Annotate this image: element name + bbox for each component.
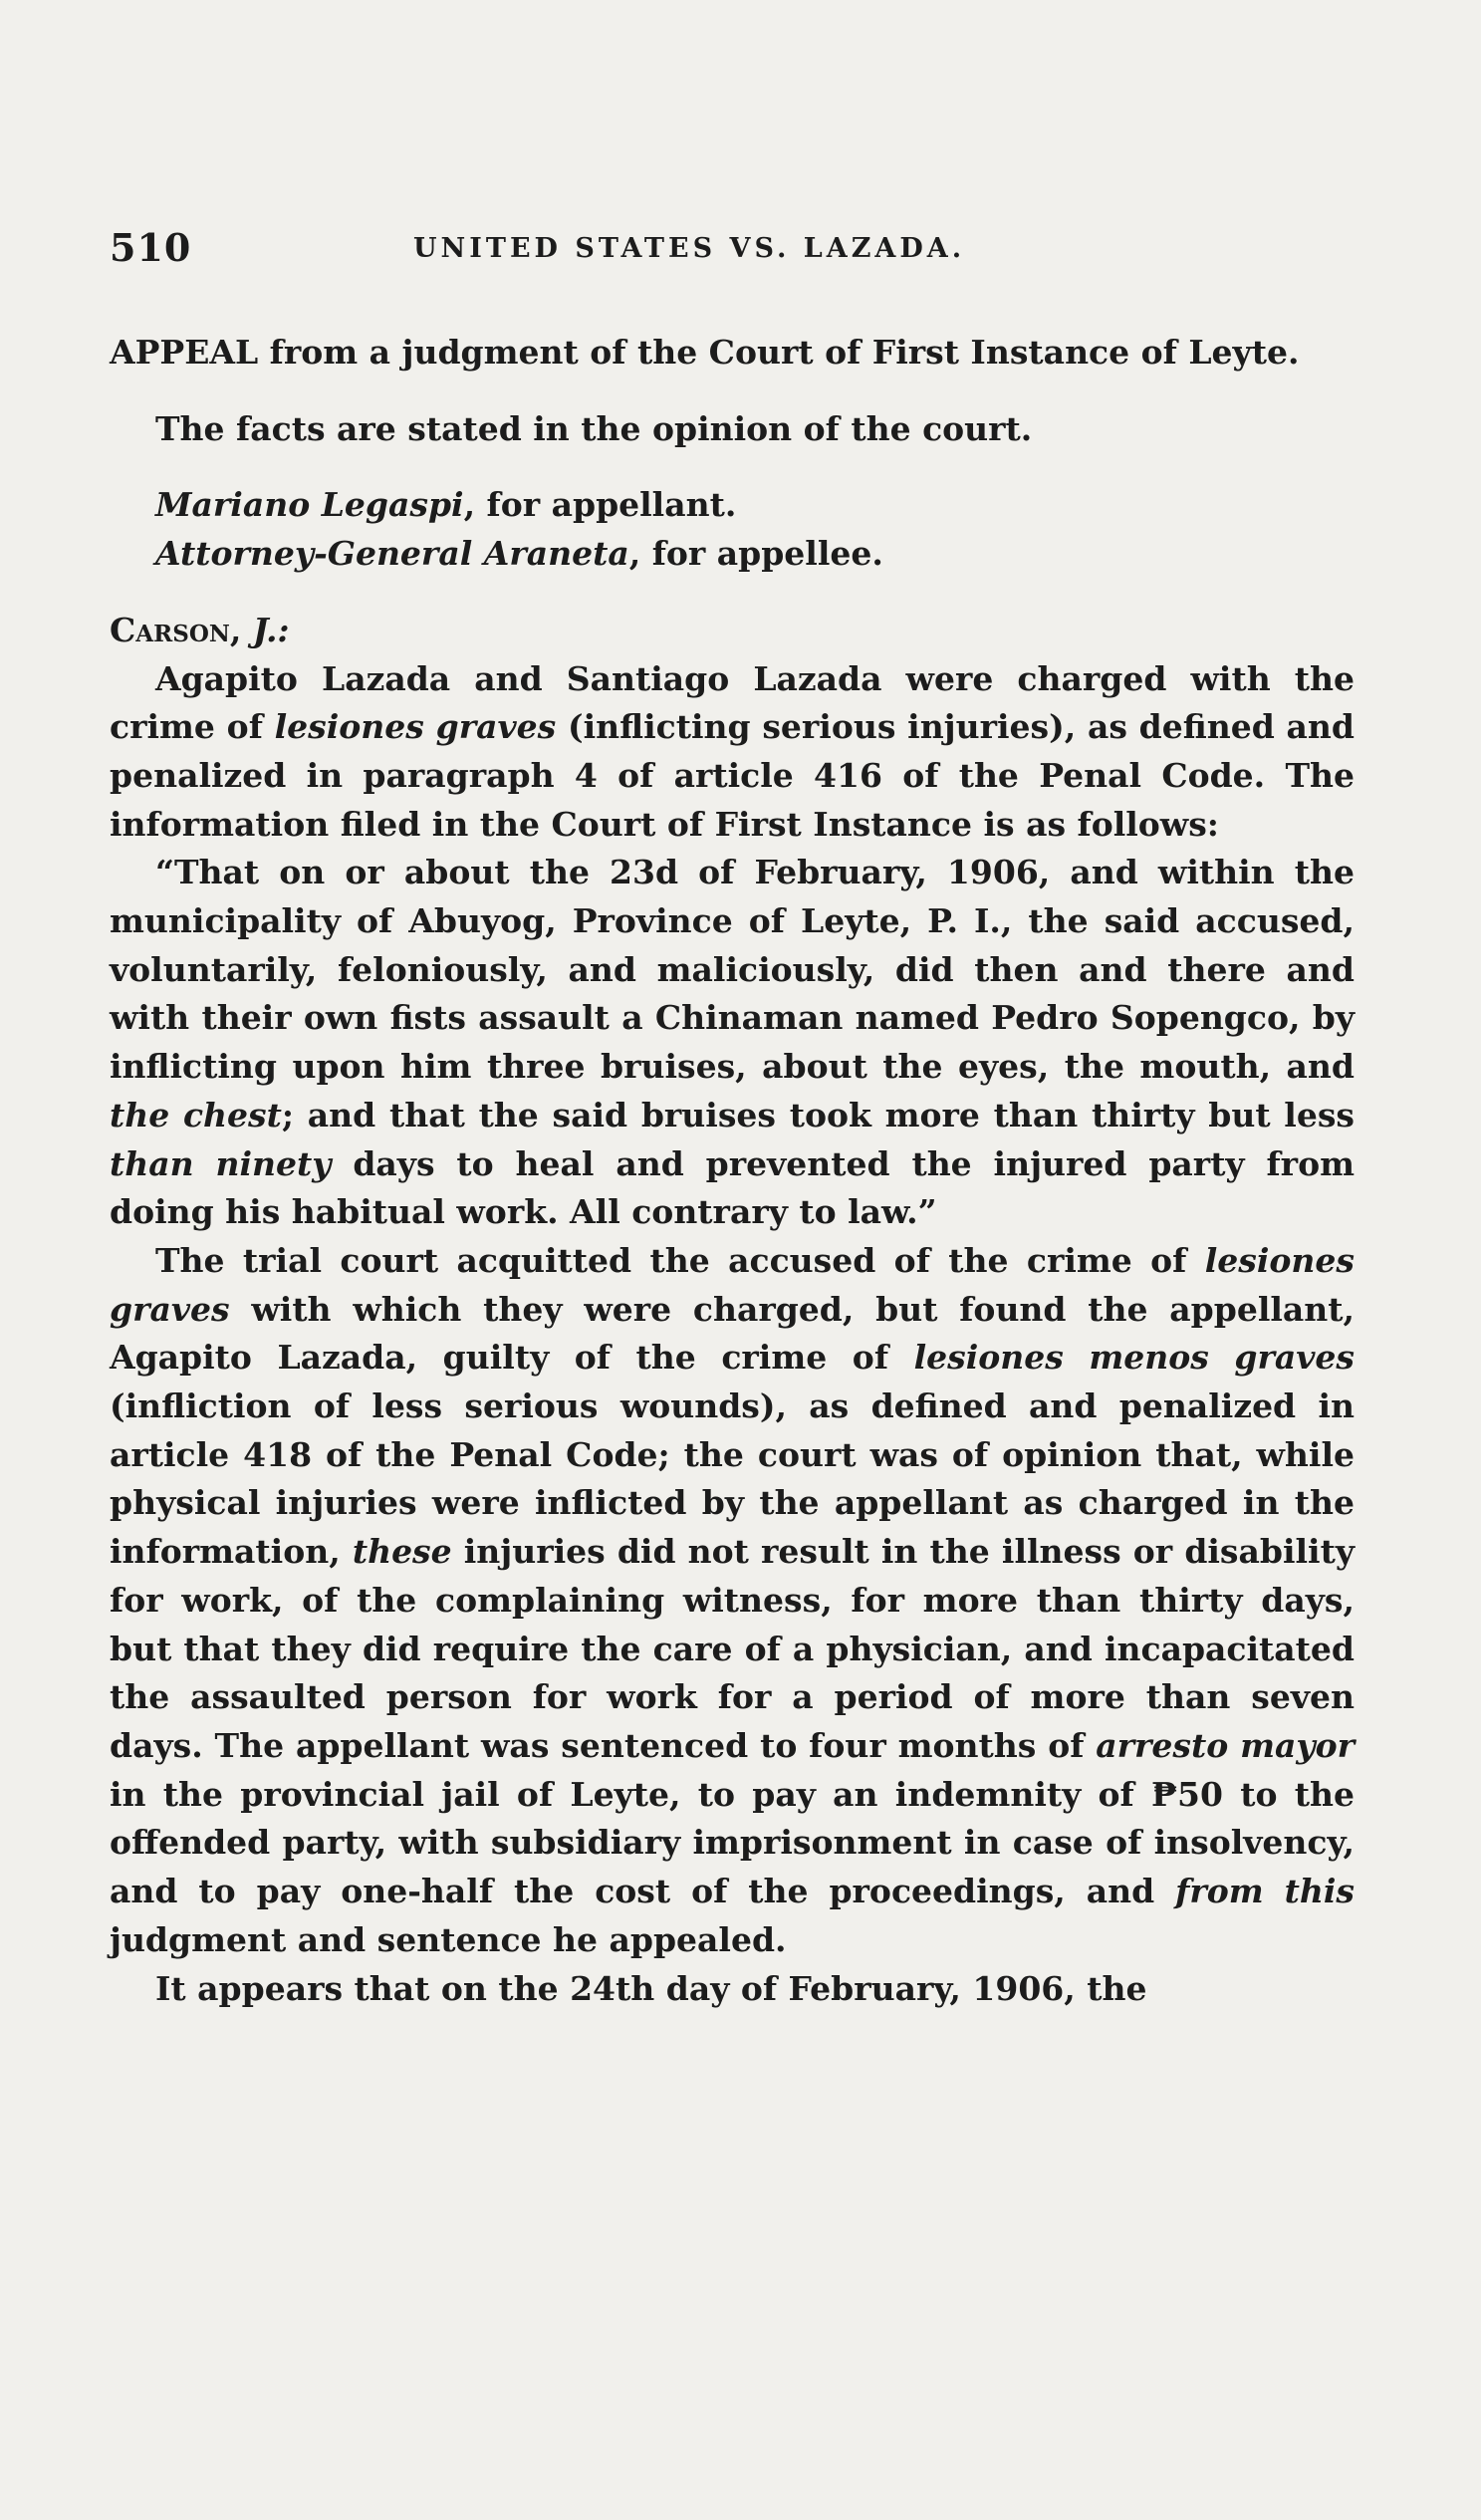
text-run: Agapito Lazada and Santiago Lazada were charged with the crime of: [110, 658, 1355, 747]
document-page: [110, 225, 1355, 2013]
text-run: judgment and sentence he appealed.: [110, 1919, 787, 1959]
text-run: (inflicting serious injuries), as defined and penalized in paragraph 4 of article 416 of the Penal Code. The information filed in the Court of First Instance is as follows:: [110, 707, 1355, 844]
appeal-statement: APPEAL from a judgment of the Court of First Instance of Leyte.: [110, 333, 1300, 372]
italic-term: these: [352, 1532, 452, 1572]
page-header: [110, 225, 1355, 285]
appellant-counsel-role: , for appellant.: [463, 485, 737, 525]
paragraph-trial-court: [110, 1237, 1355, 1965]
text-run: The trial court acquitted the accused of the crime of: [155, 1240, 1205, 1280]
appellant-counsel-name: Mariano Legaspi: [155, 485, 464, 525]
text-run: “That on or about the 23d of February, 1906, and within the municipality of Abuyog, Province of Leyte, P. I., the said accused, voluntarily, feloniously, and maliciously, did then and there and with their own fists assault a Chinaman named Pedro Sopengco, by inflicting upon him three bruises, about the eyes, the mouth, and: [110, 853, 1355, 1087]
paragraph-facts-begin: It appears that on the 24th day of February, 1906, the: [155, 1968, 1147, 2008]
appellee-counsel-name: Attorney-General Araneta: [155, 534, 629, 574]
opinion-author: Carson, J.:: [110, 610, 290, 649]
italic-term: than ninety: [110, 1143, 332, 1183]
appellee-counsel-role: , for appellee.: [628, 534, 883, 574]
text-run: days to heal and prevented the injured party from doing his habitual work. All contrary to law.”: [110, 1143, 1355, 1232]
paragraph-charge: [110, 655, 1355, 850]
facts-statement: The facts are stated in the opinion of the court.: [155, 408, 1033, 448]
italic-term: lesiones graves: [110, 1240, 1355, 1329]
author-name: Carson: [110, 610, 230, 649]
quoted-information: [110, 849, 1355, 1237]
text-run: ; and that the said bruises took more than thirty but less: [281, 1095, 1355, 1134]
text-run: in the provincial jail of Leyte, to pay an indemnity of ₱50 to the offended party, with subsidiary imprisonment in case of insolvency, and to pay one-half the cost of the proceedings, and: [110, 1774, 1355, 1911]
italic-term: lesiones menos graves: [913, 1338, 1355, 1378]
counsel-appellee: [110, 530, 1355, 579]
page-number: 510: [110, 225, 192, 270]
italic-term: the chest: [110, 1095, 282, 1134]
italic-term: lesiones graves: [274, 707, 557, 747]
text-run: with which they were charged, but found the appellant, Agapito Lazada, guilty of the crime of: [110, 1289, 1355, 1378]
running-head: UNITED STATES VS. LAZADA.: [413, 233, 966, 264]
text-run: injuries did not result in the illness or disability for work, of the complaining witness, for more than thirty days, but that they did require the care of a physician, and incapacitated the assaulted person for work for a period of more than seven days. The appellant was sentenced to four months of: [110, 1532, 1355, 1765]
italic-term: from this: [1175, 1872, 1355, 1911]
author-title: J.:: [252, 610, 290, 649]
italic-term: arresto mayor: [1096, 1725, 1355, 1765]
text-run: (infliction of less serious wounds), as defined and penalized in article 418 of the Penal Code; the court was of opinion that, while physical injuries were inflicted by the appellant as charged in the information,: [110, 1386, 1355, 1572]
counsel-appellant: [110, 481, 1355, 530]
